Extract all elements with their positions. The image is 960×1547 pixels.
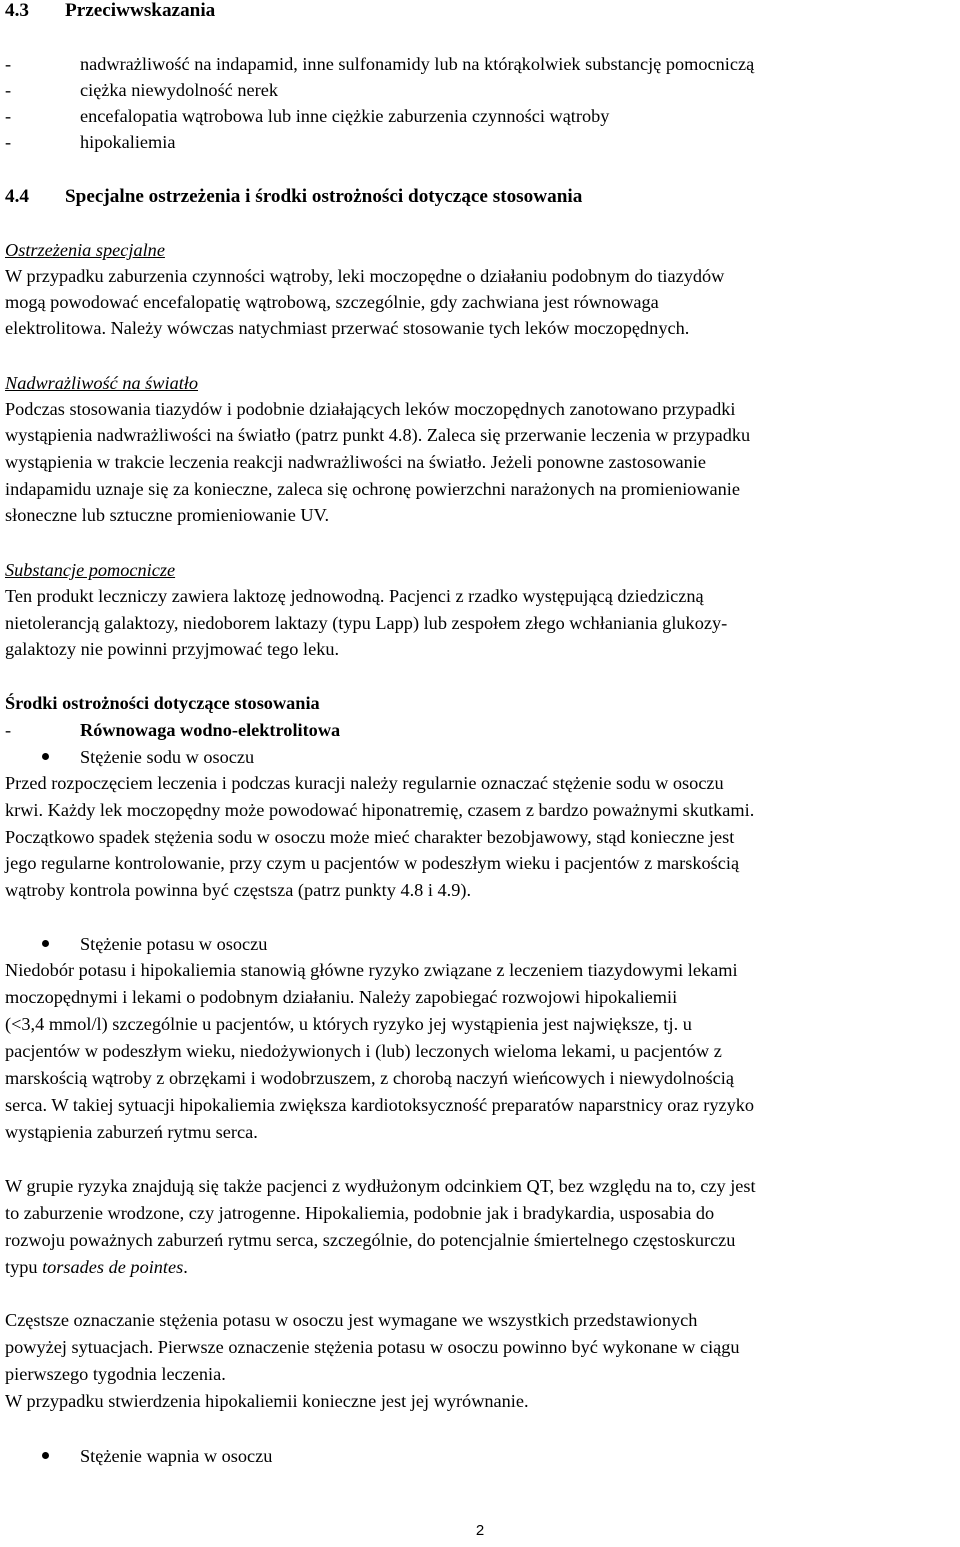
paragraph-line: Niedobór potasu i hipokaliemia stanowią główne ryzyko związane z leczeniem tiazydowymi lekami [5,960,738,980]
text: typu [5,1257,43,1277]
paragraph-line: to zaburzenie wrodzone, czy jatrogenne. Hipokaliemia, podobnie jak i bradykardia, usposabia do [5,1203,715,1223]
paragraph-line: pierwszego tygodnia leczenia. [5,1364,226,1384]
potassium-bullet [5,933,267,955]
paragraph-line: (<3,4 mmol/l) szczególnie u pacjentów, u których ryzyko jej wystąpienia jest największe, tj. u [5,1014,692,1034]
paragraph-line: moczopędnymi i lekami o podobnym działaniu. Należy zapobiegać rozwojowi hipokaliemii [5,987,678,1007]
paragraph-line: elektrolitowa. Należy wówczas natychmiast przerwać stosowanie tych leków moczopędnych. [5,318,690,338]
dash: - [5,106,12,126]
bullet-text: Stężenie sodu w osoczu [80,747,255,767]
contraindication-text: encefalopatia wątrobowa lub inne ciężkie zaburzenia czynności wątroby [80,106,610,126]
bullet-icon [5,933,80,955]
section-number: 4.3 [5,0,29,21]
paragraph-line: rozwoju poważnych zaburzeń rytmu serca, szczególnie, do potencjalnie śmiertelnego częstoskurczu [5,1230,736,1250]
section-title: Specjalne ostrzeżenia i środki ostrożności dotyczące stosowania [65,186,583,207]
dash: - [5,720,12,740]
excipients-subheading: Substancje pomocnicze [5,560,176,580]
calcium-bullet [5,1445,272,1467]
dash: - [5,132,12,152]
paragraph-line: Przed rozpoczęciem leczenia i podczas kuracji należy regularnie oznaczać stężenie sodu w osoczu [5,773,724,793]
bullet-text: Stężenie potasu w osoczu [80,934,268,954]
list-item [5,131,175,153]
paragraph-line: Ten produkt leczniczy zawiera laktozę jednowodną. Pacjenci z rzadko występującą dziedziczną [5,586,704,606]
list-item [5,79,278,101]
paragraph-line: powyżej sytuacjach. Pierwsze oznaczenie stężenia potasu w osoczu powinno być wykonane w ciągu [5,1337,740,1357]
paragraph-line: W grupie ryzyka znajdują się także pacjenci z wydłużonym odcinkiem QT, bez względu na to, czy jest [5,1176,756,1196]
warnings-subheading: Ostrzeżenia specjalne [5,240,165,260]
paragraph-line: wystąpienia w trakcie leczenia reakcji nadwrażliwości na światło. Jeżeli ponowne zastosowanie [5,452,707,472]
paragraph-line [5,1256,188,1278]
paragraph-line: nietolerancją galaktozy, niedoborem laktazy (typu Lapp) lub zespołem złego wchłaniania glukozy- [5,613,728,633]
paragraph-line: krwi. Każdy lek moczopędny może powodować hiponatremię, czasem z bardzo poważnymi skutkami. [5,800,755,820]
paragraph-line: wystąpienia nadwrażliwości na światło (patrz punkt 4.8). Zaleca się przerwanie leczenia w przypadku [5,425,751,445]
list-item [5,53,754,75]
contraindication-text: ciężka niewydolność nerek [80,80,278,100]
paragraph-line: Podczas stosowania tiazydów i podobnie działających leków moczopędnych zanotowano przypadki [5,399,736,419]
paragraph-line: Początkowo spadek stężenia sodu w osoczu może mieć charakter bezobjawowy, stąd konieczne jest [5,827,735,847]
paragraph-line: indapamidu uznaje się za konieczne, zaleca się ochronę powierzchni narażonych na promieniowanie [5,479,740,499]
text: . [183,1257,188,1277]
paragraph-line: W przypadku stwierdzenia hipokaliemii konieczne jest jej wyrównanie. [5,1391,529,1411]
paragraph-line: serca. W takiej sytuacji hipokaliemia zwiększa kardiotoksyczność preparatów naparstnicy oraz ryzyko [5,1095,755,1115]
paragraph-line: jego regularne kontrolowanie, przy czym u pacjentów w podeszłym wieku i pacjentów z marskością [5,853,740,873]
paragraph-line: W przypadku zaburzenia czynności wątroby, leki moczopędne o działaniu podobnym do tiazydów [5,266,725,286]
section-4-4-heading [5,186,582,208]
bullet-icon [5,1445,80,1467]
section-title: Przeciwwskazania [65,0,216,21]
list-item [5,105,609,127]
paragraph-line: słoneczne lub sztuczne promieniowanie UV. [5,505,330,525]
paragraph-line: wątroby kontrola powinna być częstsza (patrz punkty 4.8 i 4.9). [5,880,472,900]
photosensitivity-subheading: Nadwrażliwość na światło [5,373,199,393]
bullet-text: Stężenie wapnia w osoczu [80,1446,273,1466]
paragraph-line: marskością wątroby z obrzękami i wodobrzuszem, z chorobą naczyń wieńcowych i niewydolnością [5,1068,734,1088]
section-4-3-heading [5,0,215,22]
water-balance-title: Równowaga wodno-elektrolitowa [80,720,341,740]
page-number: 2 [475,1522,485,1539]
paragraph-line: wystąpienia zaburzeń rytmu serca. [5,1122,258,1142]
torsades-term: torsades de pointes [42,1257,184,1277]
bullet-icon [5,746,80,768]
dash: - [5,80,12,100]
paragraph-line: pacjentów w podeszłym wieku, niedożywionych i (lub) leczonych wieloma lekami, u pacjentów z [5,1041,722,1061]
contraindication-text: nadwrażliwość na indapamid, inne sulfonamidy lub na którąkolwiek substancję pomocniczą [80,54,755,74]
dash: - [5,54,12,74]
sodium-bullet [5,746,254,768]
contraindication-text: hipokaliemia [80,132,176,152]
paragraph-line: mogą powodować encefalopatię wątrobową, szczególnie, gdy zachwiana jest równowaga [5,292,659,312]
paragraph-line: galaktozy nie powinni przyjmować tego leku. [5,639,340,659]
section-number: 4.4 [5,186,29,207]
precautions-heading: Środki ostrożności dotyczące stosowania [5,693,320,713]
paragraph-line: Częstsze oznaczanie stężenia potasu w osoczu jest wymagane we wszystkich przedstawionych [5,1310,698,1330]
water-balance-heading [5,719,340,741]
